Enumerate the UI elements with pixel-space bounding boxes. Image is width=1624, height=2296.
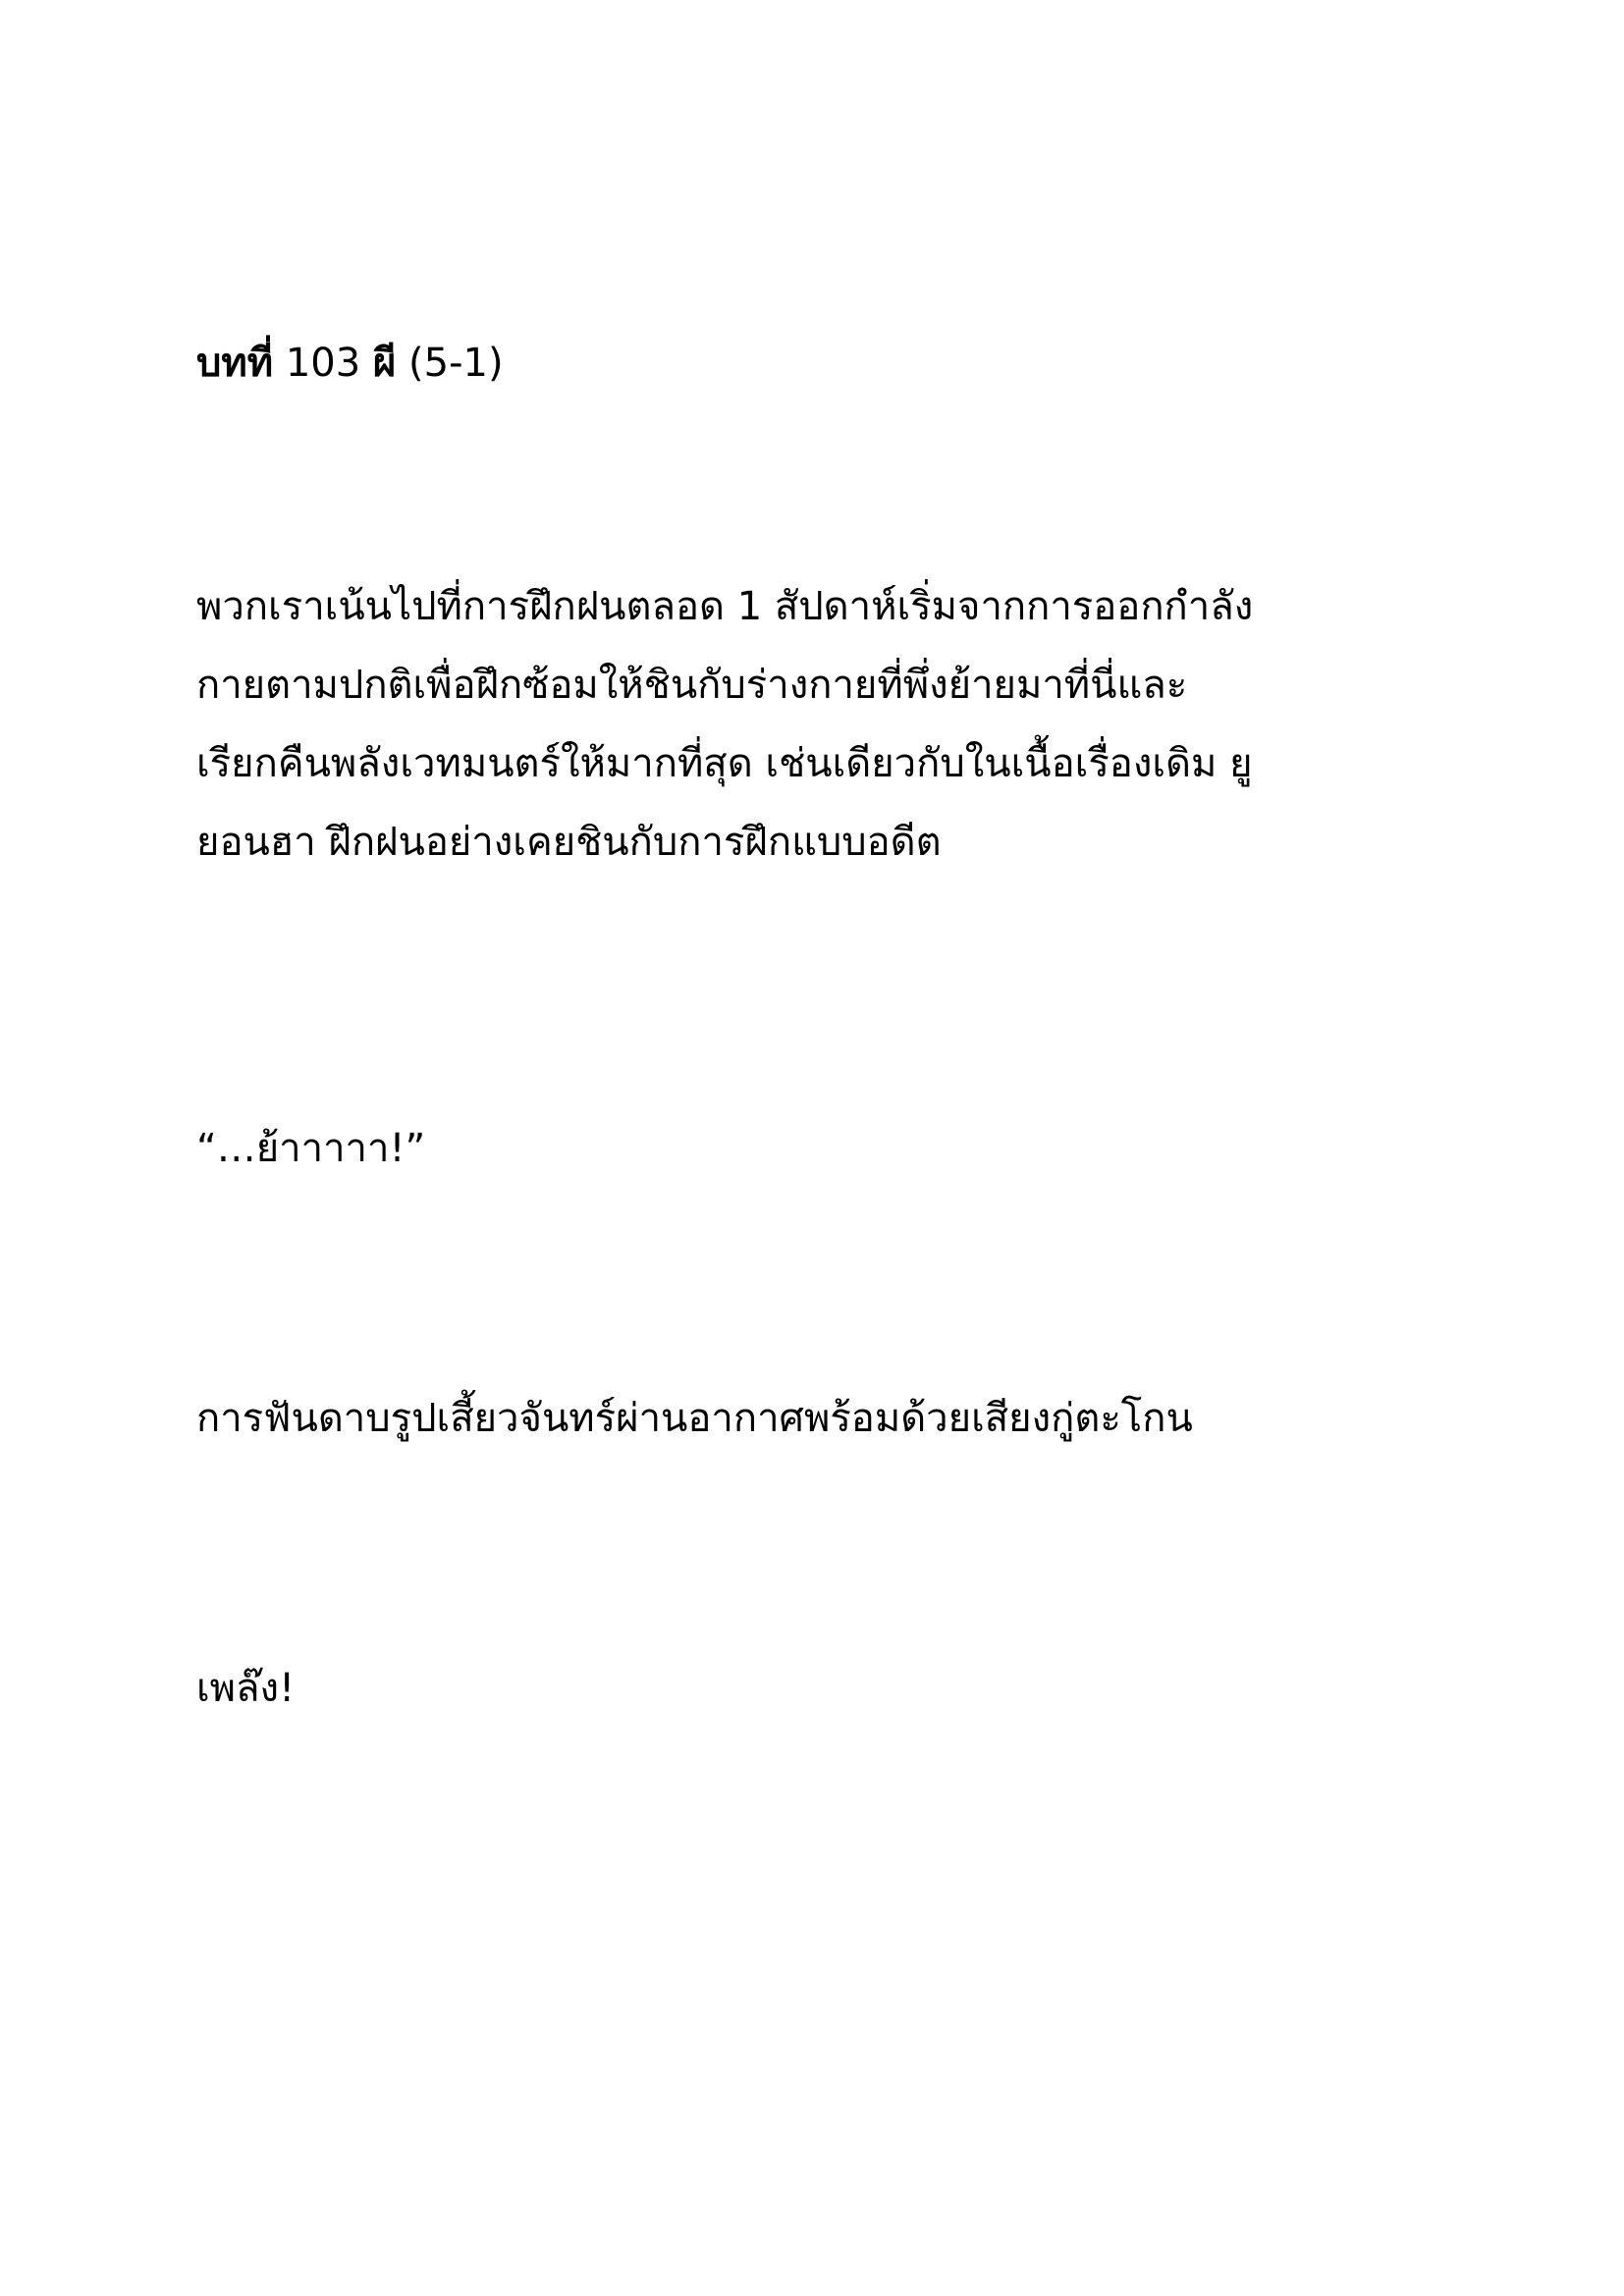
paragraph-line: กายตามปกติเพื่อฝึกซ้อมให้ชินกับร่างกายที่พึ่งย้ายมาที่นี่และ bbox=[196, 663, 1188, 708]
chapter-label: บทที่ bbox=[196, 341, 274, 386]
paragraph-line: ยอนฮา ฝึกฝนอย่างเคยชินกับการฝึกแบบอดีต bbox=[196, 820, 942, 865]
paragraph-sword-slash: การฟันดาบรูปเสี้ยวจันทร์ผ่านอากาศพร้อมด้วยเสียงกู่ตะโกน bbox=[196, 1396, 1193, 1441]
chapter-number: 103 bbox=[273, 341, 373, 386]
paragraph-clang: เพล๊ง! bbox=[196, 1666, 296, 1711]
paragraph-line: พวกเราเน้นไปที่การฝึกฝนตลอด 1 สัปดาห์เริ่มจากการออกกำลัง bbox=[196, 584, 1254, 629]
paragraph-line: เรียกคืนพลังเวทมนตร์ให้มากที่สุด เช่นเดียวกับในเนื้อเรื่องเดิม ยู bbox=[196, 741, 1253, 786]
paragraph-training bbox=[196, 567, 1473, 881]
chapter-title-word: ผี bbox=[372, 341, 397, 386]
paragraph-shout: “…ย้าาาาา!” bbox=[196, 1126, 426, 1171]
chapter-heading bbox=[196, 324, 1473, 402]
chapter-part: (5-1) bbox=[396, 341, 504, 386]
